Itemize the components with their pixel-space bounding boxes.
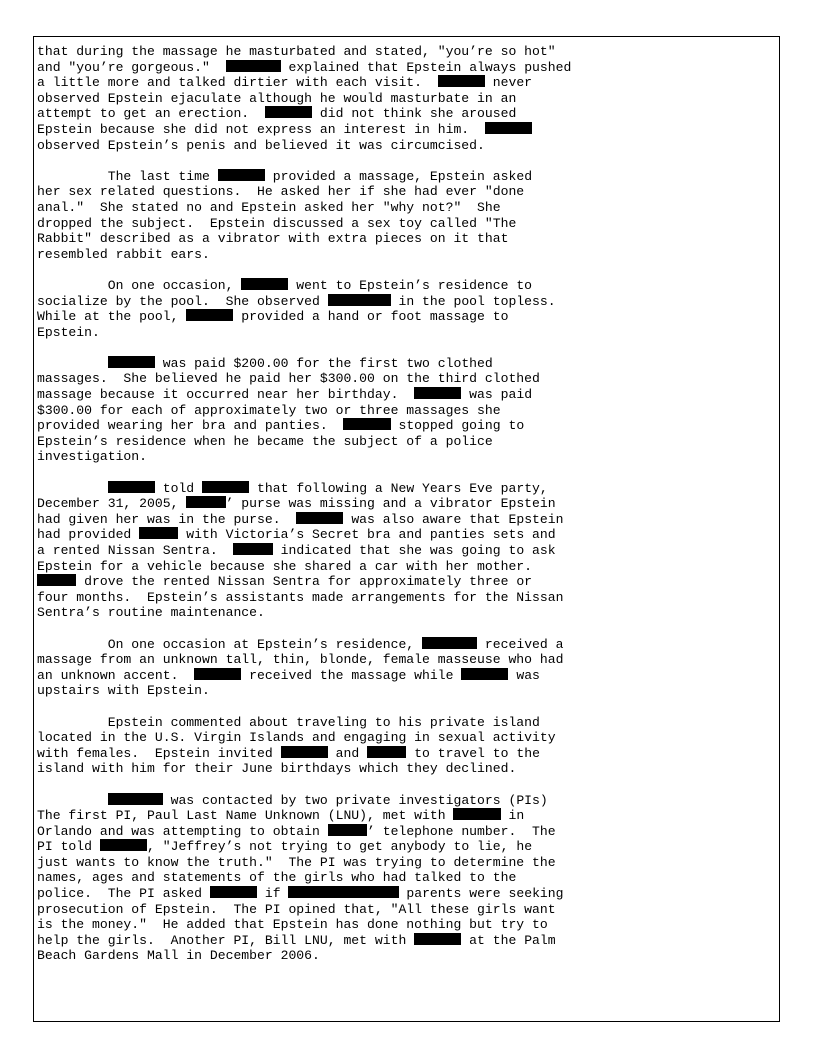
text-segment: names, ages and statements of the girls who had talked to the (37, 870, 517, 886)
text-line (37, 184, 777, 200)
document-body (37, 44, 777, 980)
text-line (37, 668, 777, 684)
text-line (37, 652, 777, 668)
redaction-block (202, 481, 249, 493)
text-line (37, 839, 777, 855)
text-line (37, 247, 777, 263)
text-segment: investigation. (37, 449, 148, 465)
text-segment (37, 356, 108, 371)
text-segment: was paid (461, 387, 533, 403)
text-segment: While at the pool, (37, 309, 187, 325)
text-segment: received the massage while (241, 667, 462, 683)
text-line (37, 75, 777, 91)
text-line (37, 481, 777, 497)
text-segment: island with him for their June birthdays which they declined. (37, 761, 517, 777)
text-segment: was paid $200.00 for the first two clothed (154, 355, 493, 371)
text-segment: The last time (37, 168, 218, 184)
text-segment: received a (477, 636, 564, 652)
text-segment: December 31, 2005, (37, 496, 187, 512)
text-line (37, 917, 777, 933)
text-segment: Epstein. (37, 324, 100, 340)
redaction-block (296, 512, 343, 524)
text-segment: an unknown accent. (37, 667, 195, 683)
redaction-block (453, 808, 500, 820)
text-line (37, 808, 777, 824)
redaction-block (37, 574, 76, 586)
text-segment: told (154, 480, 203, 496)
text-segment: ’ purse was missing and a vibrator Epstein (225, 496, 556, 512)
text-line (37, 855, 777, 871)
text-line (37, 870, 777, 886)
text-segment: Beach Gardens Mall in December 2006. (37, 948, 320, 964)
text-segment: did not think she aroused (312, 106, 517, 122)
paragraph (37, 481, 777, 621)
redaction-block (218, 169, 265, 181)
paragraph (37, 637, 777, 699)
text-segment: resembled rabbit ears. (37, 246, 210, 262)
text-line (37, 309, 777, 325)
text-segment: provided a massage, Epstein asked (264, 168, 533, 184)
text-segment: had given her was in the purse. (37, 511, 297, 527)
text-segment: just wants to know the truth." The PI was trying to determine the (37, 854, 556, 870)
text-segment: and (327, 745, 368, 761)
text-segment: with females. Epstein invited (37, 745, 281, 761)
text-segment: PI told (37, 839, 100, 855)
text-line (37, 60, 777, 76)
text-line (37, 294, 777, 310)
text-segment: was also aware that Epstein (343, 511, 564, 527)
text-segment: that following a New Years Eve party, (249, 480, 548, 496)
text-segment: dropped the subject. Epstein discussed a sex toy called "The (37, 215, 517, 231)
text-segment: Sentra’s routine maintenance. (37, 605, 265, 621)
text-line (37, 761, 777, 777)
text-segment: and "you’re gorgeous." (37, 59, 226, 75)
text-line (37, 169, 777, 185)
text-segment: prosecution of Epstein. The PI opined that, "All these girls want (37, 901, 556, 917)
text-line (37, 138, 777, 154)
text-line (37, 746, 777, 762)
text-segment: , "Jeffrey’s not trying to get anybody to lie, he (147, 839, 533, 855)
text-segment: was contacted by two private investigators (PIs) (162, 792, 548, 808)
text-segment: massages. She believed he paid her $300.00 on the third clothed (37, 371, 540, 387)
text-segment: drove the rented Nissan Sentra for approximately three or (76, 574, 533, 590)
text-segment: upstairs with Epstein. (37, 683, 210, 699)
redaction-block (108, 481, 155, 493)
redaction-block (265, 106, 312, 118)
text-line (37, 793, 777, 809)
redaction-block (461, 668, 508, 680)
redaction-block (414, 387, 461, 399)
text-line (37, 948, 777, 964)
text-line (37, 824, 777, 840)
redaction-block (328, 294, 391, 306)
redaction-block (288, 886, 398, 898)
text-line (37, 637, 777, 653)
redaction-block (226, 60, 281, 72)
text-segment: The first PI, Paul Last Name Unknown (LNU), met with (37, 808, 454, 824)
text-line (37, 590, 777, 606)
redaction-block (438, 75, 485, 87)
text-line (37, 527, 777, 543)
redaction-block (367, 746, 406, 758)
redaction-block (186, 496, 225, 508)
text-segment (37, 793, 108, 808)
text-line (37, 200, 777, 216)
text-segment: four months. Epstein’s assistants made arrangements for the Nissan (37, 589, 564, 605)
text-segment: if (257, 886, 289, 902)
redaction-block (328, 824, 367, 836)
paragraph (37, 793, 777, 965)
redaction-block (281, 746, 328, 758)
text-line (37, 387, 777, 403)
redaction-block (422, 637, 477, 649)
text-line (37, 715, 777, 731)
text-segment: never (484, 75, 533, 91)
text-line (37, 449, 777, 465)
text-segment: a little more and talked dirtier with each visit. (37, 75, 438, 91)
text-segment: Epstein because she did not express an interest in him. (37, 121, 485, 137)
text-segment: in the pool topless. (390, 293, 556, 309)
text-line (37, 91, 777, 107)
text-segment: Epstein’s residence when he became the subject of a police (37, 433, 493, 449)
text-line (37, 574, 777, 590)
text-segment: help the girls. Another PI, Bill LNU, met with (37, 932, 415, 948)
text-line (37, 122, 777, 138)
paragraph (37, 44, 777, 153)
text-line (37, 902, 777, 918)
text-line (37, 231, 777, 247)
text-segment: provided wearing her bra and panties. (37, 418, 344, 434)
text-segment: Epstein for a vehicle because she shared a car with her mother. (37, 558, 533, 574)
text-line (37, 356, 777, 372)
text-segment: ’ telephone number. The (367, 823, 556, 839)
text-line (37, 933, 777, 949)
text-segment: police. The PI asked (37, 886, 210, 902)
text-segment: with Victoria’s Secret bra and panties sets and (178, 527, 556, 543)
text-segment: stopped going to (390, 418, 525, 434)
text-line (37, 434, 777, 450)
text-segment: at the Palm (461, 932, 556, 948)
text-segment: indicated that she was going to ask (272, 543, 556, 558)
text-segment: observed Epstein ejaculate although he would masturbate in an (37, 90, 517, 106)
text-line (37, 106, 777, 122)
text-segment: located in the U.S. Virgin Islands and engaging in sexual activity (37, 730, 556, 746)
redaction-block (414, 933, 461, 945)
text-line (37, 512, 777, 528)
text-segment: parents were seeking (398, 886, 564, 902)
text-segment: On one occasion at Epstein’s residence, (37, 636, 423, 652)
text-segment: provided a hand or foot massage to (233, 309, 509, 325)
text-segment: is the money." He added that Epstein has done nothing but try to (37, 917, 548, 933)
text-segment: her sex related questions. He asked her if she had ever "done (37, 184, 525, 200)
text-line (37, 886, 777, 902)
text-segment: in (500, 808, 525, 824)
text-line (37, 371, 777, 387)
redaction-block (108, 356, 155, 368)
text-line (37, 605, 777, 621)
text-line (37, 543, 777, 559)
text-segment: $300.00 for each of approximately two or three massages she (37, 402, 501, 418)
redaction-block (194, 668, 241, 680)
redaction-block (210, 886, 257, 898)
paragraph (37, 169, 777, 263)
text-segment: had provided (37, 527, 140, 543)
text-segment: Rabbit" described as a vibrator with extra pieces on it that (37, 231, 509, 247)
text-segment: attempt to get an erection. (37, 106, 265, 122)
text-line (37, 216, 777, 232)
redaction-block (100, 839, 147, 851)
text-segment: a rented Nissan Sentra. (37, 543, 234, 558)
text-segment: anal." She stated no and Epstein asked her "why not?" She (37, 199, 501, 215)
redaction-block (485, 122, 532, 134)
text-line (37, 683, 777, 699)
text-segment: went to Epstein’s residence to (288, 277, 533, 293)
redaction-block (241, 278, 288, 290)
text-segment: that during the massage he masturbated and stated, "you’re so hot" (37, 44, 556, 59)
redaction-block (233, 543, 272, 555)
text-segment: Orlando and was attempting to obtain (37, 823, 328, 839)
redaction-block (139, 527, 178, 539)
text-line (37, 418, 777, 434)
paragraph (37, 356, 777, 465)
redaction-block (343, 418, 390, 430)
text-line (37, 278, 777, 294)
text-segment: to travel to the (406, 745, 540, 761)
text-line (37, 559, 777, 575)
text-segment: was (508, 667, 540, 683)
text-segment: socialize by the pool. She observed (37, 293, 328, 309)
text-segment: explained that Epstein always pushed (280, 59, 572, 75)
text-segment (37, 481, 108, 496)
paragraph (37, 715, 777, 777)
redaction-block (108, 793, 163, 805)
text-line (37, 730, 777, 746)
text-line (37, 403, 777, 419)
text-segment: On one occasion, (37, 277, 242, 293)
text-line (37, 44, 777, 60)
text-segment: observed Epstein’s penis and believed it was circumcised. (37, 137, 485, 153)
text-segment: Epstein commented about traveling to his private island (37, 714, 540, 730)
text-line (37, 325, 777, 341)
text-segment: massage because it occurred near her birthday. (37, 387, 415, 403)
text-segment: massage from an unknown tall, thin, blonde, female masseuse who had (37, 652, 564, 668)
paragraph (37, 278, 777, 340)
text-line (37, 496, 777, 512)
redaction-block (186, 309, 233, 321)
